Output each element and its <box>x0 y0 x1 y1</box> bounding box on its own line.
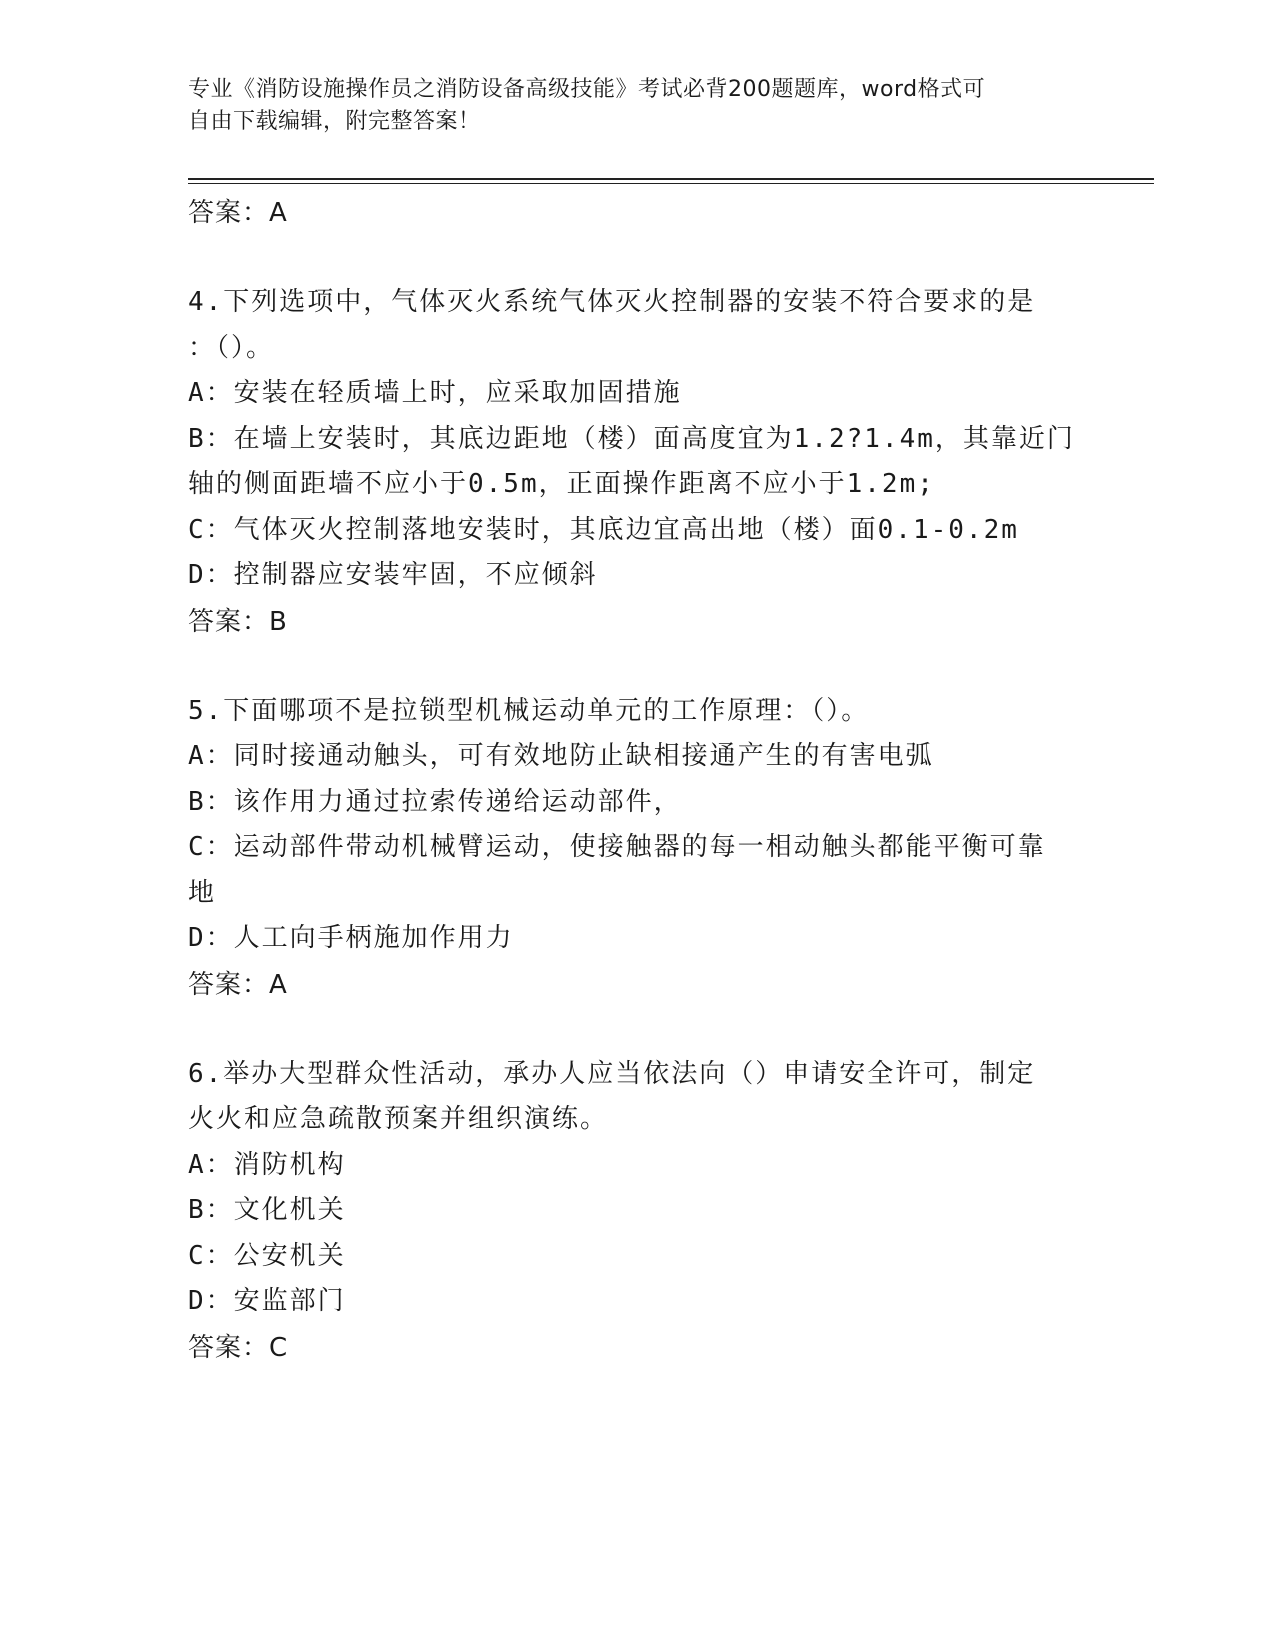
header-line-1: 专业《消防设施操作员之消防设备高级技能》考试必背200题题库，word格式可 <box>188 77 986 102</box>
question-4-text-line-1: 4.下列选项中，气体灭火系统气体灭火控制器的安装不符合要求的是 <box>188 287 1036 317</box>
header-rule-thick <box>188 178 1154 180</box>
question-6-option-b: B：文化机关 <box>188 1195 346 1225</box>
answer-q6: 答案：C <box>188 1332 289 1363</box>
header-rule-thin <box>188 183 1154 184</box>
answer-q3: 答案：A <box>188 198 288 228</box>
question-5-option-b: B：该作用力通过拉索传递给运动部件， <box>188 786 682 817</box>
question-6-text-line-2: 火火和应急疏散预案并组织演练。 <box>188 1104 609 1134</box>
answer-q5: 答案：A <box>188 969 288 1000</box>
question-5-text-line-1: 5.下面哪项不是拉锁型机械运动单元的工作原理：（）。 <box>188 695 870 726</box>
question-6 <box>188 1052 1088 1371</box>
question-4-option-a: A：安装在轻质墙上时，应采取加固措施 <box>188 378 682 408</box>
question-5-option-c-line-1: C：运动部件带动机械臂运动，使接触器的每一相动触头都能平衡可靠 <box>188 832 1046 862</box>
question-5-option-a: A：同时接通动触头，可有效地防止缺相接通产生的有害电弧 <box>188 741 934 771</box>
question-5-option-c-line-2: 地 <box>188 877 217 908</box>
question-4-option-b-line-1: B：在墙上安装时，其底边距地（楼）面高度宜为1.2?1.4m，其靠近门 <box>188 423 1075 454</box>
question-4-option-d: D：控制器应安装牢固，不应倾斜 <box>188 560 598 590</box>
document-header <box>188 74 1088 138</box>
answer-q4: 答案：B <box>188 606 288 637</box>
question-6-option-c: C：公安机关 <box>188 1240 346 1271</box>
header-line-2: 自由下载编辑，附完整答案！ <box>188 109 481 134</box>
question-4-text-line-2: ：（）。 <box>188 332 275 363</box>
document-body <box>188 190 1088 1371</box>
question-4 <box>188 280 1088 645</box>
question-6-option-d: D：安监部门 <box>188 1286 346 1316</box>
question-5 <box>188 689 1088 1008</box>
question-4-option-b-line-2: 轴的侧面距墙不应小于0.5m，正面操作距离不应小于1.2m; <box>188 469 935 499</box>
question-6-option-a: A：消防机构 <box>188 1149 346 1180</box>
question-4-option-c: C：气体灭火控制落地安装时，其底边宜高出地（楼）面0.1-0.2m <box>188 514 1019 545</box>
question-6-text-line-1: 6.举办大型群众性活动，承办人应当依法向（）申请安全许可，制定 <box>188 1058 1036 1089</box>
question-5-option-d: D：人工向手柄施加作用力 <box>188 923 514 953</box>
